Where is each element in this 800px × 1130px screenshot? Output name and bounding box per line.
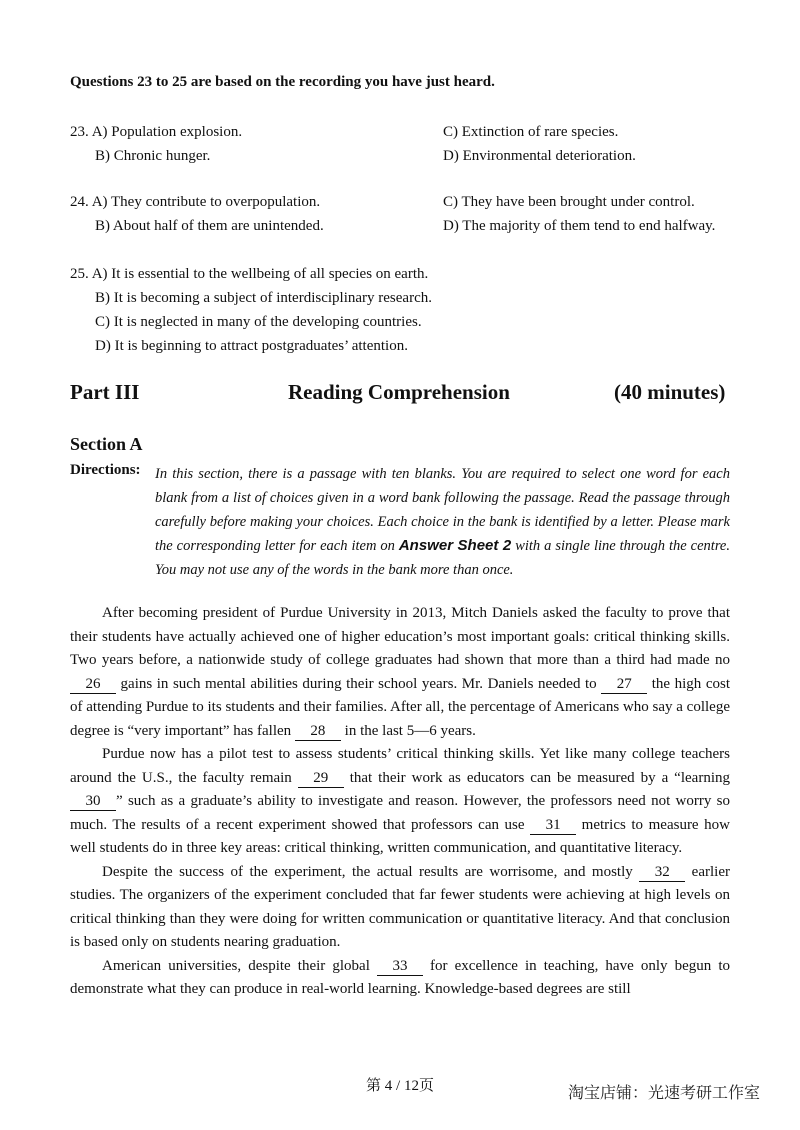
blank-29[interactable]: 29 <box>298 769 344 788</box>
paragraph-4: American universities, despite their global 33 for excellence in teaching, have only begun to demonstrate what they can produce in real-world learning. Knowledge-based degrees are still <box>70 957 730 997</box>
section-title: Section A <box>70 434 143 454</box>
part-number: Part III <box>70 380 140 404</box>
question-24-option-c: C) They have been brought under control. <box>443 194 695 210</box>
blank-30[interactable]: 30 <box>70 792 116 811</box>
question-24-option-a: 24. A) They contribute to overpopulation. <box>70 194 321 210</box>
blank-33[interactable]: 33 <box>377 957 423 976</box>
paragraph-2: Purdue now has a pilot test to assess students’ critical thinking skills. Yet like many college teachers around the U.S., the faculty remain 29 that their work as educators can be measured by a “learning 30 ” such as a graduate’s ability to investigate and reason. However, the professors need not worry so much. The results of a recent experiment showed that professors can use 31 metrics to measure how well students do in three key areas: critical thinking, written communication, and quantitative literacy. <box>70 746 730 856</box>
question-23-option-a: 23. A) Population explosion. <box>70 124 243 140</box>
question-25-option-b: B) It is becoming a subject of interdisciplinary research. <box>95 290 432 306</box>
question-25-option-d: D) It is beginning to attract postgraduates’ attention. <box>95 338 408 354</box>
directions-text: In this section, there is a passage with ten blanks. You are required to select one word for each blank from a list of choices given in a word bank following the passage. Read the passage through carefully before making your choices. Each choice in the bank is identified by a letter. Please mark the corresponding letter for each item on Answer Sheet 2 with a single line through the centre. You may not use any of the words in the bank more than once. <box>155 466 730 578</box>
question-25-option-c: C) It is neglected in many of the developing countries. <box>95 314 422 330</box>
blank-31[interactable]: 31 <box>530 816 576 835</box>
part-title: Reading Comprehension <box>288 380 510 404</box>
question-23-option-b: B) Chronic hunger. <box>95 148 211 164</box>
blank-26[interactable]: 26 <box>70 675 116 694</box>
shop-watermark: 淘宝店铺：光速考研工作室 <box>568 1083 761 1102</box>
page-number: 第 4 / 12页 <box>366 1078 434 1094</box>
paragraph-3: Despite the success of the experiment, the actual results are worrisome, and mostly 32 earlier studies. The organizers of the experiment concluded that far fewer students were achieving at high levels on critical thinking than they were doing for written communication or quantitative literacy. And that conclusion is based only on students nearing graduation. <box>70 863 730 950</box>
question-25-option-a: 25. A) It is essential to the wellbeing of all species on earth. <box>70 266 429 282</box>
paragraph-1: After becoming president of Purdue University in 2013, Mitch Daniels asked the faculty to prove that their students have actually achieved one of higher education’s most important goals: critical thinking skills. Two years before, a nationwide study of college graduates had shown that more than a third had made no 26 gains in such mental abilities during their school years. Mr. Daniels needed to 27 the high cost of attending Purdue to its students and their families. After all, the percentage of Americans who say a college degree is “very important” has fallen 28 in the last 5—6 years. <box>70 605 731 739</box>
questions-heading: Questions 23 to 25 are based on the recording you have just heard. <box>70 74 495 90</box>
reading-passage <box>70 602 730 1002</box>
directions-label: Directions: <box>70 462 141 478</box>
blank-28[interactable]: 28 <box>295 722 341 741</box>
part-time: (40 minutes) <box>614 380 726 404</box>
question-24-option-b: B) About half of them are unintended. <box>95 218 324 234</box>
blank-27[interactable]: 27 <box>601 675 647 694</box>
answer-sheet-reference: Answer Sheet 2 <box>398 537 512 554</box>
question-24-option-d: D) The majority of them tend to end halfway. <box>443 218 716 234</box>
question-23-option-d: D) Environmental deterioration. <box>443 148 636 164</box>
question-23-option-c: C) Extinction of rare species. <box>443 124 619 140</box>
blank-32[interactable]: 32 <box>639 863 685 882</box>
